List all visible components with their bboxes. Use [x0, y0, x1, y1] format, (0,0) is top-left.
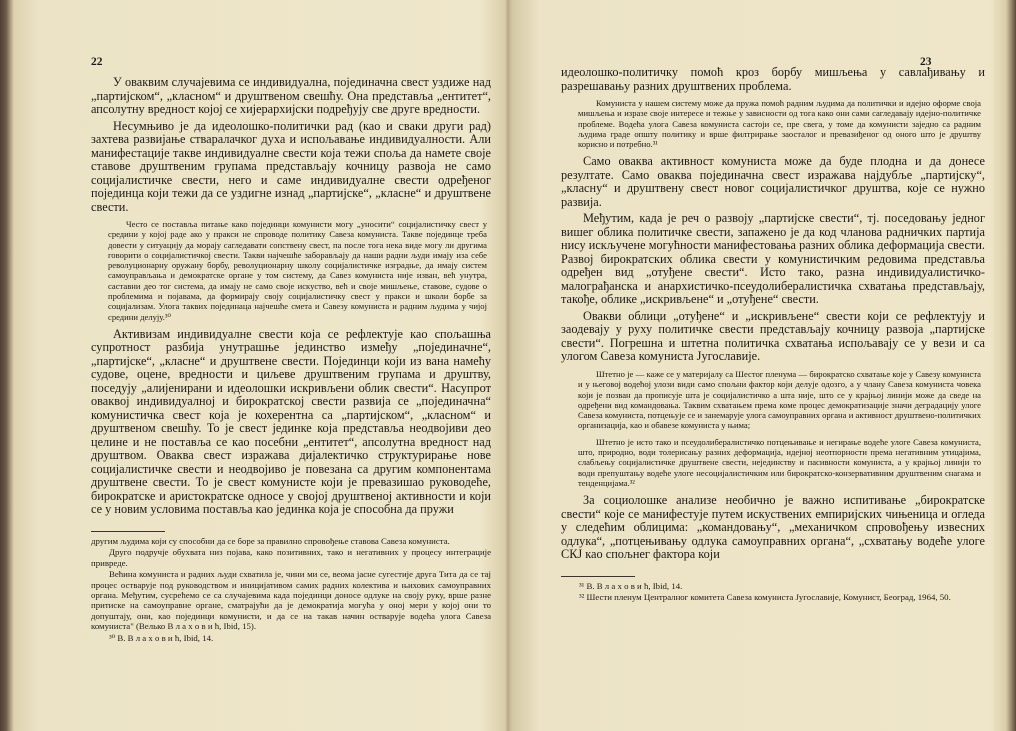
paragraph: У оваквим случајевима се индивидуална, појединачна свест уздиже над „партијском“, „класном“ и друштвеном свешћу. Она представља „ентитет“, апсолутну вредност којој се хијерархијски подређују све друге вредности.: [91, 75, 491, 116]
right-page-text: [561, 66, 985, 604]
paragraph: Овакви облици „отуђене“ и „искривљене“ свести који се рефлектују и заодевају у руху политичке свести представљају кочницу развоја „партијске свести“. Погрешна и штетна политичка схватања испољавају се у вези и са улогом Савеза комуниста Југославије.: [561, 308, 985, 364]
paragraph: Само оваква активност комуниста може да буде плодна и да донесе резултате. Само оваква појединачна свест изражава најдубље „партијску“, „класну“ и друштвену свест новог социјалистичког друштва, које се нужно развија.: [561, 154, 985, 209]
paragraph: идеолошко-политичку помоћ кроз борбу мишљења у савлађивању и разрешавању разних друштвених проблема.: [561, 65, 985, 93]
footnote: ³⁰ В. В л а х о в и ћ, Ibid, 14.: [109, 632, 214, 643]
footnote: другим људима који су способни да се боре за правилно спровођење ставова Савеза комуниста.: [91, 535, 450, 546]
footnote-rule: [561, 576, 635, 577]
left-page: [14, 0, 506, 731]
left-page-text: [91, 76, 491, 644]
footnote-rule: [91, 531, 165, 532]
footnote: Друго подручје обухвата низ појава, како позитивних, тако и негативних у процесу интеграције привреде.: [91, 547, 491, 568]
footnote: Већина комуниста и радних људи схватила је, чини ми се, веома јасне сугестије друга Тита да се тај процес остварује под руководством и иницијативом самих радних колектива и њихових самоуправних органа. Међутим, сусрећемо се са случајевима када појединци доносе одлуке на своју руку, врше разне притиске на самоуправне органе, сматрајући да је демократија могућа у оној мери у којој они то допуштају, они, као појединци комунисти, и да се на такав начин остварује водећа улога Савеза комуниста" (Велько В л а х о в и ћ, Ibid, 15).: [91, 569, 491, 632]
page-number: 23: [920, 56, 932, 68]
block-quote: Штетно је — каже се у материјалу са Шестог пленума — бирократско схватање које у Савезу комуниста и у његовој водећој улози види само спољни фактор који делује одозго, а у члану Савеза комуниста човека који је позван да прописује шта је социјалистичко а шта није, што се у крајњој линији може да сведе на одређени вид командовања. Таквим схватањем према коме процес демократизације значи деградацију улоге Савеза комуниста, потцењује се и занемарује улога самоуправних органа и активност друштвено-политичких организација, као и обавезе комуниста у њима;: [578, 368, 981, 431]
right-page: [514, 0, 1006, 731]
paragraph: Несумњиво је да идеолошко-политички рад (као и сваки други рад) захтева развијање стваралачког духа и испољавање индивидуалности. Али манифестације такве индивидуалне свести која тежи споља да намете своје ставове друштвеним групама представљају кочницу развоја не само социјалистичке свести, него и саме индивидуалне свести одређеног појединца који тежи да се уздигне изнад „партијске“, „класне“ и друштвене свести.: [91, 118, 491, 214]
block-quote: Комуниста у нашем систему може да пружа помоћ радним људима да политички и идејно оформе своја мишљења и изразе своје интересе и тежње у зависности од тога како они сами сагледавају идејно-политичке проблеме. Водећа улога Савеза комуниста састоји се, пре свега, у томе да комунисти заједно са радним људима граде општу политику и врше филтрирање заосталог и превазиђеног од оного што је друштву корисно и потребно.³¹: [578, 98, 981, 150]
footnote: ³¹ В. В л а х о в и ћ, Ibid, 14.: [579, 580, 683, 591]
paragraph: Активизам индивидуалне свести која се рефлектује као спољашња супротност разбија унутрашње јединство између „појединачне“, „партијске“, „класне“ и друштвене свести. Појединци који из вана намећу судове, оцене, вредности и циљеве друштвеним групама и друштву, поседују „алијенирани и идеолошки искривљени облик свести“. Насупрот оваквој индивидуалној и бирократској свести развија се „појединачна“ комунистичка свест која је кохерентна са „партијском“, „класном“ и друштвеном свешћу. То је свест јединке која представља неодвојиви део целине и не поставља се као посебни „ентитет“, апсолутна вредност над друштвом. Оваква свест изражава дијалектичко структурирање нове социјалистичке свести и неодвојиво је повезана са другим компонентама друштвене свести. То је свест комунисте који је превазишао руководеће, бирократске и аристократске односе у својој друштвеној активности и који се у новим условима поставља као јединка која је способна да пружи: [91, 326, 491, 517]
block-quote: Често се постављa питање како појединци комунисти могу „уносити“ социјалистичку свест у средини у којој раде ако у пракси не спроводе политику Савеза комуниста. Такве појединце треба довести у ситуацију да морају сагледавати сопствену свест, па после тога нека виде могу ли другима говорити о социјалистичкој свести. Такви најчешће заборављају да наши радни људи имају иза себе револуционарну оружану борбу, револуционарну школу социјалистичке изградње, да имају систем самоуправљања и демократске органе у том систему, да Савез комуниста није изван, већ унутра, саставни део тог система, да имају не само своје искуство, већ и своје мишљење, ставове, судове о проблемима и појавама, да формирају своју социјалистичку свест у пракси и школи борбе за социјализам. Улога таквих појединаца најчешће смета и Савезу комуниста и радним људима у чијој средини делују.³⁰: [108, 219, 487, 322]
page-number: 22: [91, 56, 103, 68]
paragraph: Међутим, када је реч о развоју „партијске свести“, тј. поседовању једног вишег облика политичке свести, запажено је да код чланова радничких партија нису искључене могућности манифестовања разних облика деформација свести. Развој бирократских облика свести у комунистичким редовима представља одређен вид „отуђене свести“. Исто тако, разна индивидуалистичко-малограђанска и анархистичко-псеудолибералистичка схватања представљају, такође, облике „искривљене“ и „отуђене“ свести.: [561, 211, 985, 307]
footnote: ³² Шести пленум Централног комитета Савеза комуниста Југославије, Комунист, Београд, 1964, 50.: [579, 592, 951, 603]
block-quote: Штетно је исто тако и псеудолибералистичко потцењивање и негирање водеће улоге Савеза комуниста, што, природно, води толерисању разних деформација, идејној неотпорности према негативним утицајима, слабљењу социјалистичке друштвене свести, нејединству и пасивности комуниста, а у крајњој линији то води препуштању водеће улоге несоцијалистичким или бирократско-конзервативним друштвеним снагама и тенденцијама.³²: [578, 436, 981, 488]
paragraph: За социолошке анализе необично је важно испитивање „бирократске свести“ које се манифестује путем искуствених емпиријских чињеница и огледа у следећим облицима: „командовању“, „механичком спровођењу извесних одлука“, „потцењивању одлука самоуправних органа“, „схватању водеће улоге СКЈ као спољнег фактора који: [561, 493, 985, 562]
